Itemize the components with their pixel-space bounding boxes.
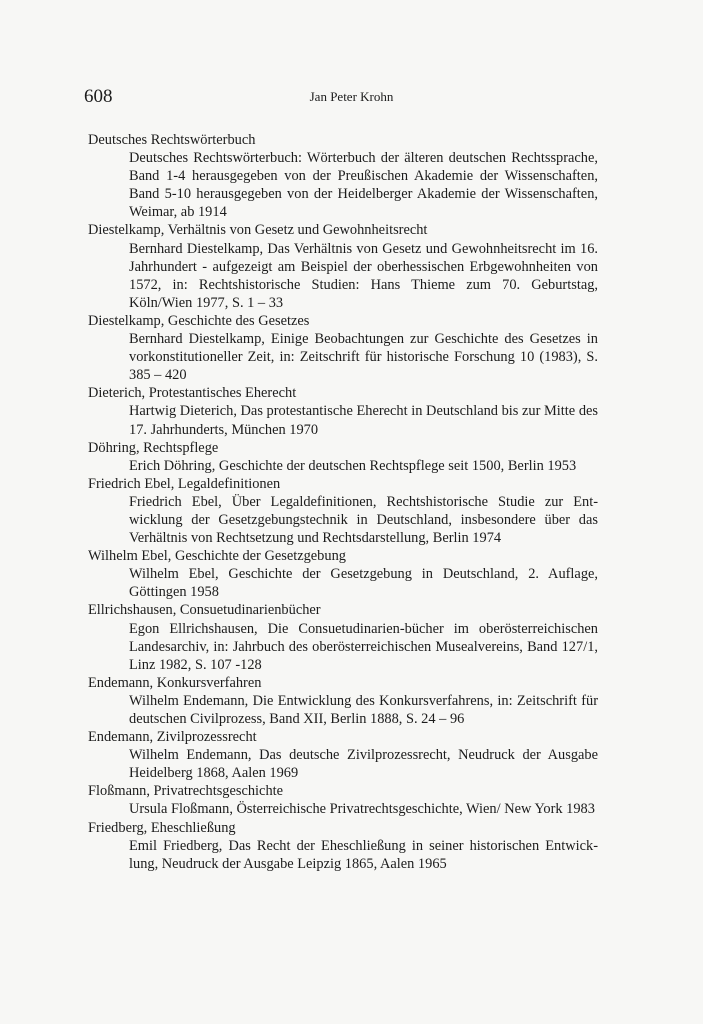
entry-full-citation: Emil Friedberg, Das Recht der Eheschließung in seiner historischen Entwicklung, Neudruck der Ausgabe Leipzig 1865, Aalen 1965 [129, 837, 598, 872]
entry-short-title: Endemann, Zivilprozessrecht [88, 729, 257, 746]
bibliography-entry [88, 312, 598, 384]
bibliography-entry [88, 728, 598, 782]
entry-full-citation: Erich Döhring, Geschichte der deutschen Rechtspflege seit 1500, Berlin 1953 [129, 457, 577, 474]
entry-short-title: Dieterich, Protestantisches Eherecht [88, 385, 297, 402]
entry-full-citation: Deutsches Rechtswörterbuch: Wörterbuch der älteren deutschen Rechtssprache, Band 1-4 herausgegeben von der Preußischen Akademie der Wissenschaften, Band 5-10 herausgegeben von der Heidelberger Akademie der Wissenschaften, Weimar, ab 1914 [129, 150, 598, 221]
entry-short-title: Diestelkamp, Verhältnis von Gesetz und Gewohnheitsrecht [88, 222, 428, 239]
entry-full-citation: Wilhelm Endemann, Das deutsche Zivilprozessrecht, Neudruck der Ausgabe Heidelberg 1868, Aalen 1969 [129, 747, 598, 782]
entry-full-citation: Bernhard Diestelkamp, Das Verhältnis von Gesetz und Gewohnheitsrecht im 16. Jahrhundert - aufgezeigt am Beispiel der oberhessischen Erbgewohnheiten von 1572, in: Rechtshistorische Studien: Hans Thieme zum 70. Geburtstag, Köln/Wien 1977, S. 1 – 33 [129, 240, 598, 311]
bibliography-entry [88, 221, 598, 311]
entry-short-title: Friedberg, Eheschließung [88, 819, 236, 836]
entry-short-title: Döhring, Rechtspflege [88, 439, 219, 456]
bibliography-entry [88, 782, 598, 818]
entry-full-citation: Hartwig Dieterich, Das protestantische Eherecht in Deutschland bis zur Mitte des 17. Jahrhunderts, München 1970 [129, 403, 598, 438]
bibliography-entry [88, 475, 598, 547]
bibliography-entry [88, 131, 598, 221]
entry-full-citation: Bernhard Diestelkamp, Einige Beobachtungen zur Geschichte des Gesetzes in vorkonstitutioneller Zeit, in: Zeitschrift für historische Forschung 10 (1983), S. 385 – 420 [129, 331, 598, 384]
entry-short-title: Ellrichshausen, Consuetudinarienbücher [88, 602, 321, 619]
bibliography-entry [88, 384, 598, 438]
bibliography-entry [88, 439, 598, 475]
bibliography-entry [88, 819, 598, 873]
bibliography-entry [88, 674, 598, 728]
entry-full-citation: Wilhelm Endemann, Die Entwicklung des Konkursverfahrens, in: Zeitschrift für deutschen Civilprozess, Band XII, Berlin 1888, S. 24 – 96 [129, 692, 598, 727]
page-number: 608 [84, 86, 113, 107]
entry-short-title: Floßmann, Privatrechtsgeschichte [88, 783, 284, 800]
entry-short-title: Diestelkamp, Geschichte des Gesetzes [88, 312, 310, 329]
entry-short-title: Friedrich Ebel, Legaldefinitionen [88, 475, 281, 492]
running-head: Jan Peter Krohn [309, 89, 394, 104]
entry-short-title: Endemann, Konkursverfahren [88, 674, 262, 691]
entry-short-title: Deutsches Rechtswörterbuch [88, 132, 256, 148]
entry-short-title: Wilhelm Ebel, Geschichte der Gesetzgebung [88, 548, 346, 565]
entry-full-citation: Friedrich Ebel, Über Legaldefinitionen, Rechtshistorische Studie zur Entwicklung der Gesetzgebungstechnik in Deutschland, insbesondere über das Verhältnis von Rechtsetzung und Rechtsdarstellung, Berlin 1974 [129, 493, 598, 547]
entry-full-citation: Ursula Floßmann, Österreichische Privatrechtsgeschichte, Wien/ New York 1983 [129, 801, 595, 818]
bibliography-entry [88, 547, 598, 601]
entry-full-citation: Wilhelm Ebel, Geschichte der Gesetzgebung in Deutschland, 2. Auflage, Göttingen 1958 [129, 566, 598, 601]
bibliography-entry [88, 601, 598, 673]
bibliography-list [88, 131, 598, 873]
entry-full-citation: Egon Ellrichshausen, Die Consuetudinarien-bücher im oberösterreichischen Landesarchiv, in: Jahrbuch des oberösterreichischen Musealvereins, Band 127/1, Linz 1982, S. 107 -128 [129, 620, 598, 673]
